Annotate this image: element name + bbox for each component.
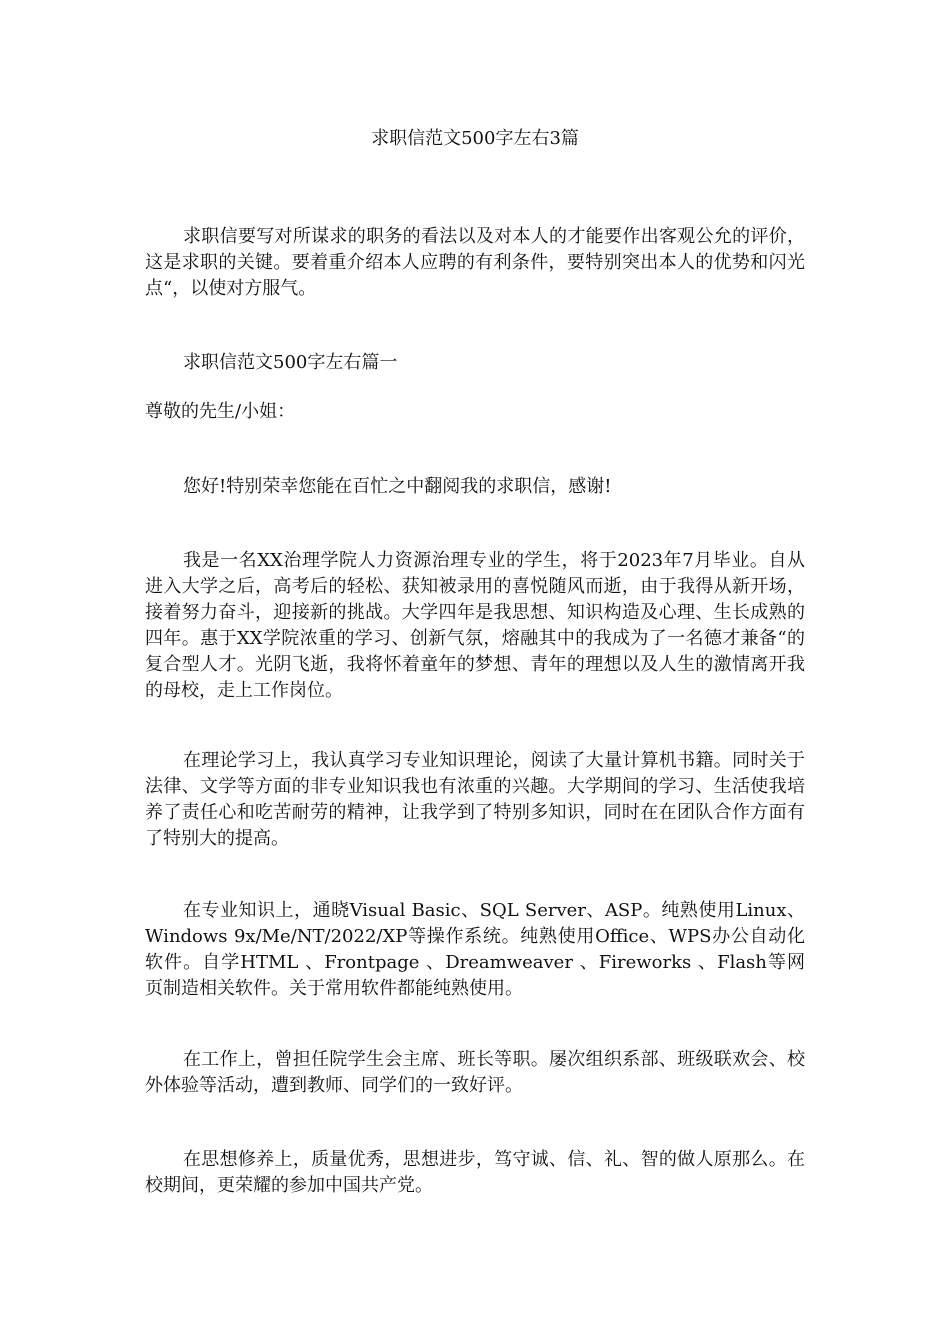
intro-paragraph: 求职信要写对所谋求的职务的看法以及对本人的才能要作出客观公允的评价，这是求职的关键。要着重介绍本人应聘的有利条件，要特别突出本人的优势和闪光点“，以使对方服气。	[145, 226, 805, 299]
moral-cultivation-paragraph: 在思想修养上，质量优秀，思想进步，笃守诚、信、礼、智的做人原那么。在校期间，更荣耀的参加中国共产党。	[145, 1149, 805, 1196]
salutation: 尊敬的先生/小姐：	[145, 401, 296, 422]
document-title: 求职信范文500字左右3篇	[371, 128, 579, 149]
work-experience-paragraph: 在工作上，曾担任院学生会主席、班长等职。屡次组织系部、班级联欢会、校外体验等活动，遭到教师、同学们的一致好评。	[145, 1049, 805, 1096]
section-heading: 求职信范文500字左右篇一	[183, 352, 398, 373]
greeting-paragraph: 您好!特别荣幸您能在百忙之中翻阅我的求职信，感谢!	[183, 476, 612, 497]
theory-study-paragraph: 在理论学习上，我认真学习专业知识理论，阅读了大量计算机书籍。同时关于法律、文学等方面的非专业知识我也有浓重的兴趣。大学期间的学习、生活使我培养了责任心和吃苦耐劳的精神，让我学到了特别多知识，同时在在团队合作方面有了特别大的提高。	[145, 750, 805, 849]
self-intro-paragraph: 我是一名XX治理学院人力资源治理专业的学生，将于2023年7月毕业。自从进入大学之后，高考后的轻松、获知被录用的喜悦随风而逝，由于我得从新开场，接着努力奋斗，迎接新的挑战。大学四年是我思想、知识构造及心理、生长成熟的四年。惠于XX学院浓重的学习、创新气氛，熔融其中的我成为了一名德才兼备“的复合型人才。光阴飞逝，我将怀着童年的梦想、青年的理想以及人生的激情离开我的母校，走上工作岗位。	[145, 550, 805, 701]
professional-skills-paragraph: 在专业知识上，通晓Visual Basic、SQL Server、ASP。纯熟使用Linux、Windows 9x/Me/NT/2022/XP等操作系统。纯熟使用Office、WPS办公自动化软件。自学HTML 、Frontpage 、Dreamweaver 、Fireworks 、Flash等网页制造相关软件。关于常用软件都能纯熟使用。	[145, 900, 805, 999]
